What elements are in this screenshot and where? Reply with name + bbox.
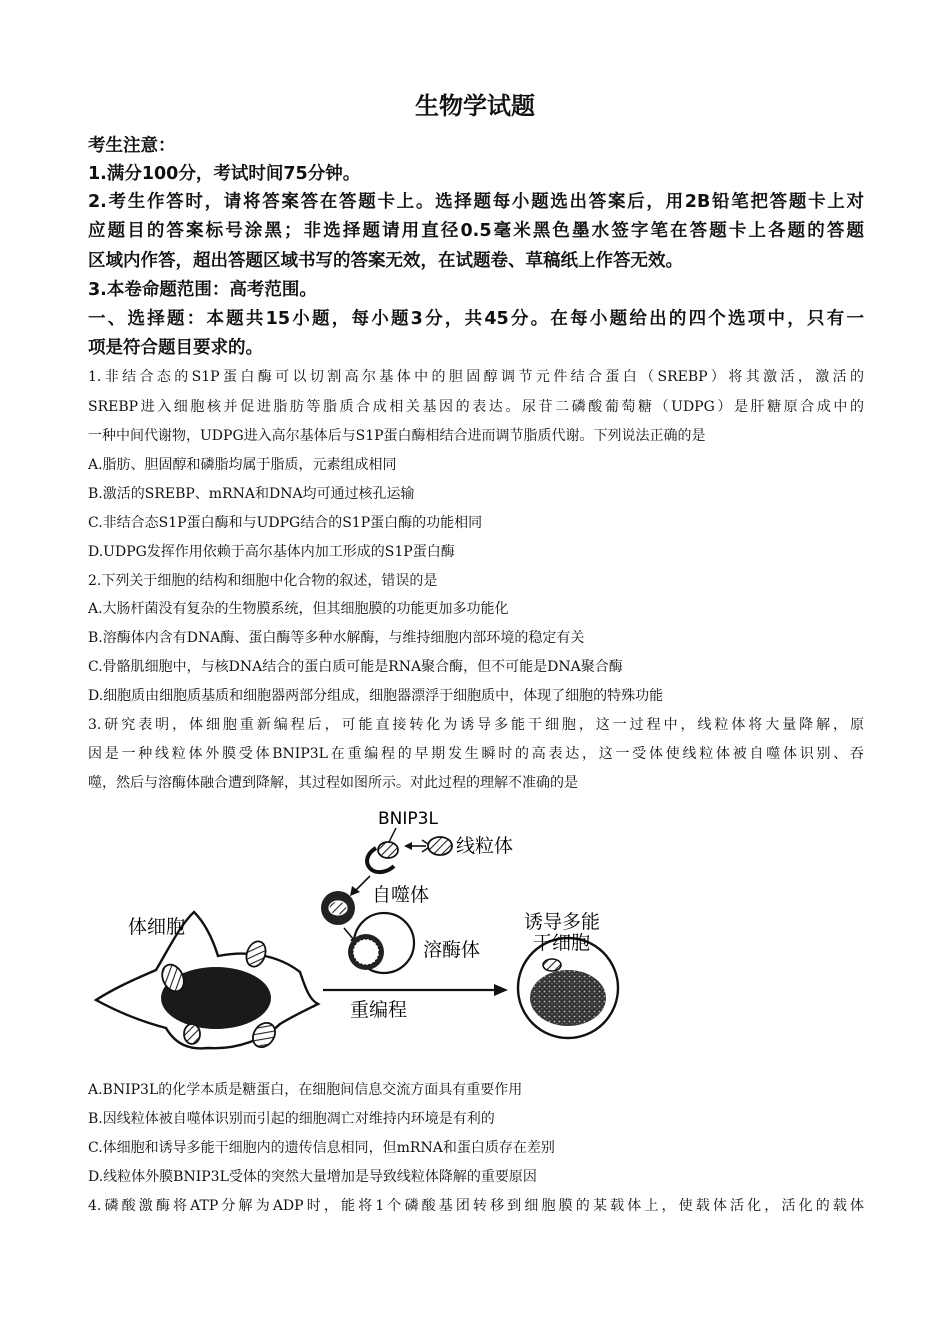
q3-stem: 噬，然后与溶酶体融合遭到降解，其过程如图所示。对此过程的理解不准确的是 bbox=[88, 775, 578, 791]
autophagosome-inner bbox=[353, 939, 379, 965]
q3-option-d: D.线粒体外膜BNIP3L受体的突然大量增加是导致线粒体降解的重要原因 bbox=[88, 1169, 537, 1185]
q1-stem: 一种中间代谢物，UDPG进入高尔基体后与S1P蛋白酶相结合进而调节脂质代谢。下列说法正确的是 bbox=[88, 428, 706, 444]
label-reprogramming: 重编程 bbox=[350, 999, 408, 1021]
mitochondrion bbox=[329, 901, 347, 915]
ipsc-nucleus bbox=[530, 970, 606, 1026]
q2-stem: 2.下列关于细胞的结构和细胞中化合物的叙述，错误的是 bbox=[88, 573, 438, 589]
mitochondrion bbox=[378, 842, 398, 858]
label-lysosome: 溶酶体 bbox=[423, 939, 481, 961]
notice-item: 应题目的答案标号涂黑；非选择题请用直径0.5毫米黑色墨水签字笔在答题卡上各题的答题 bbox=[88, 221, 864, 241]
q1-stem: SREBP进入细胞核并促进脂肪等脂质合成相关基因的表达。尿苷二磷酸葡萄糖（UDPG）是肝糖原合成中的 bbox=[88, 399, 864, 415]
mitochondrion bbox=[543, 959, 561, 971]
arrow-head bbox=[404, 842, 412, 850]
arrow-line bbox=[344, 928, 354, 940]
q1-option-c: C.非结合态S1P蛋白酶和与UDPG结合的S1P蛋白酶的功能相同 bbox=[88, 515, 483, 531]
q1-option-a: A.脂肪、胆固醇和磷脂均属于脂质，元素组成相同 bbox=[88, 457, 397, 473]
q2-option-d: D.细胞质由细胞质基质和细胞器两部分组成，细胞器漂浮于细胞质中，体现了细胞的特殊功能 bbox=[88, 688, 664, 704]
q3-option-c: C.体细胞和诱导多能干细胞内的遗传信息相同，但mRNA和蛋白质存在差别 bbox=[88, 1140, 555, 1156]
notice-item: 2.考生作答时，请将答案答在答题卡上。选择题每小题选出答案后，用2B铅笔把答题卡上对 bbox=[88, 192, 864, 212]
q3-option-b: B.因线粒体被自噬体识别而引起的细胞凋亡对维持内环境是有利的 bbox=[88, 1111, 495, 1127]
section-heading: 一、选择题：本题共15小题，每小题3分，共45分。在每小题给出的四个选项中，只有一 bbox=[88, 309, 864, 329]
arrow-head bbox=[494, 984, 508, 996]
q1-option-b: B.激活的SREBP、mRNA和DNA均可通过核孔运输 bbox=[88, 486, 415, 502]
arrow-line bbox=[356, 876, 370, 890]
section-heading: 项是符合题目要求的。 bbox=[88, 338, 263, 358]
label-ipsc-line2: 干细胞 bbox=[533, 932, 591, 954]
notice-heading: 考生注意： bbox=[88, 136, 176, 156]
label-mitochondria: 线粒体 bbox=[456, 835, 514, 857]
label-somatic-cell: 体细胞 bbox=[128, 916, 186, 938]
notice-item: 区域内作答，超出答题区域书写的答案无效，在试题卷、草稿纸上作答无效。 bbox=[88, 251, 683, 271]
notice-item: 1.满分100分，考试时间75分钟。 bbox=[88, 164, 361, 184]
q2-option-c: C.骨骼肌细胞中，与核DNA结合的蛋白质可能是RNA聚合酶，但不可能是DNA聚合酶 bbox=[88, 659, 623, 675]
q3-option-a: A.BNIP3L的化学本质是糖蛋白，在细胞间信息交流方面具有重要作用 bbox=[88, 1082, 523, 1098]
q2-option-a: A.大肠杆菌没有复杂的生物膜系统，但其细胞膜的功能更加多功能化 bbox=[88, 601, 509, 617]
q4-stem: 4.磷酸激酶将ATP分解为ADP时，能将1个磷酸基团转移到细胞膜的某载体上，使载体活化，活化的载体 bbox=[88, 1198, 864, 1214]
q1-stem: 1.非结合态的S1P蛋白酶可以切割高尔基体中的胆固醇调节元件结合蛋白（SREBP）将其激活，激活的 bbox=[88, 369, 864, 385]
mitochondrion bbox=[184, 1024, 200, 1044]
label-bnip3l: BNIP3L bbox=[378, 809, 438, 829]
q3-stem: 因是一种线粒体外膜受体BNIP3L在重编程的早期发生瞬时的高表达，这一受体使线粒体被自噬体识别、吞 bbox=[88, 746, 864, 762]
mitochondrion bbox=[428, 837, 452, 855]
page-title: 生物学试题 bbox=[415, 92, 535, 120]
q3-stem: 3.研究表明，体细胞重新编程后，可能直接转化为诱导多能干细胞，这一过程中，线粒体将大量降解，原 bbox=[88, 717, 864, 733]
label-ipsc-line1: 诱导多能 bbox=[524, 911, 601, 933]
q3-figure bbox=[88, 800, 648, 1065]
q2-option-b: B.溶酶体内含有DNA酶、蛋白酶等多种水解酶，与维持细胞内部环境的稳定有关 bbox=[88, 630, 585, 646]
label-autophagosome: 自噬体 bbox=[372, 884, 430, 906]
q1-option-d: D.UDPG发挥作用依赖于高尔基体内加工形成的S1P蛋白酶 bbox=[88, 544, 455, 560]
notice-item: 3.本卷命题范围：高考范围。 bbox=[88, 280, 317, 300]
